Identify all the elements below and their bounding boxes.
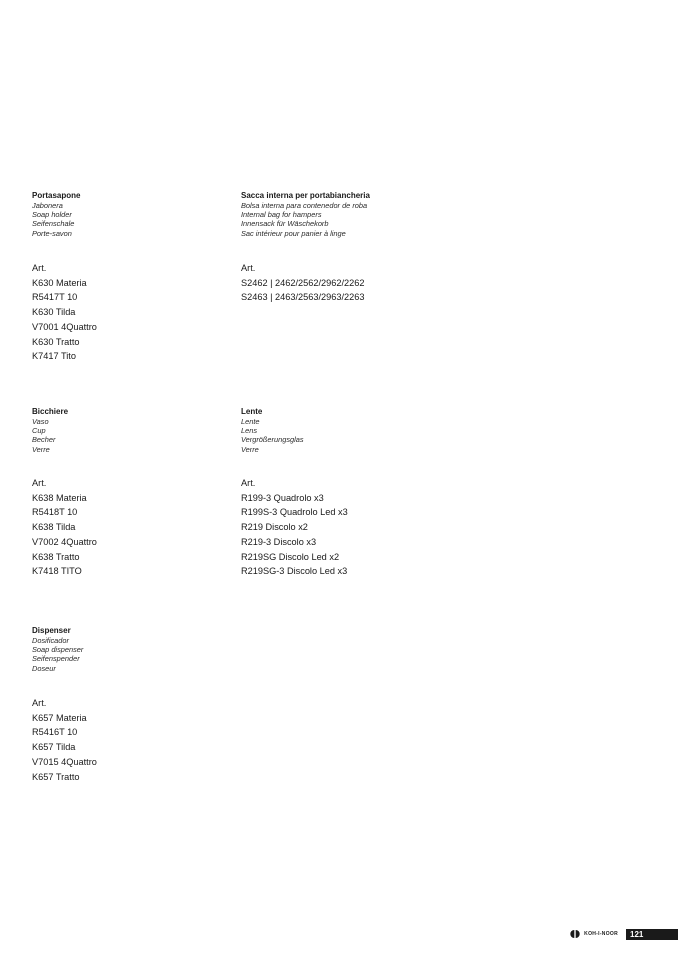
translation-fr: Verre <box>32 444 50 454</box>
translation-en: Soap holder <box>32 210 72 220</box>
translation-en: Cup <box>32 426 46 436</box>
article-item: R5416T 10 <box>32 727 78 738</box>
article-item: K7417 Tito <box>32 351 76 362</box>
translations <box>241 417 461 454</box>
translation-es: Vaso <box>32 417 49 426</box>
article-item: K7418 TITO <box>32 566 82 577</box>
article-item: R219SG-3 Discolo Led x3 <box>241 566 348 577</box>
translation-es: Lente <box>241 417 260 426</box>
translations <box>241 201 461 238</box>
translation-de: Seifenschale <box>32 219 75 229</box>
article-item: R219-3 Discolo x3 <box>241 536 317 547</box>
section-title: Portasapone <box>32 191 81 200</box>
article-item: K638 Tratto <box>32 551 80 562</box>
section-dispenser <box>32 626 232 791</box>
article-list <box>241 476 348 579</box>
article-item: K630 Tratto <box>32 336 80 347</box>
article-item: V7001 4Quattro <box>32 321 97 332</box>
brand-name: KOH-I-NOOR <box>584 931 618 937</box>
article-item: V7015 4Quattro <box>32 756 97 767</box>
section-title: Lente <box>241 407 263 416</box>
translation-es: Jabonera <box>32 201 63 210</box>
article-item: K638 Materia <box>32 492 87 503</box>
page-footer <box>570 928 678 940</box>
article-item: R199S-3 Quadrolo Led x3 <box>241 507 348 518</box>
article-item: S2463 | 2463/2563/2963/2263 <box>241 292 365 303</box>
article-item: K630 Materia <box>32 277 87 288</box>
translation-de: Innensack für Wäschekorb <box>241 219 329 229</box>
translations <box>32 201 232 238</box>
koh-i-noor-logo-icon <box>570 929 580 939</box>
art-label: Art. <box>241 478 256 488</box>
translation-de: Vergrößerungsglas <box>241 435 304 445</box>
translation-fr: Doseur <box>32 663 56 673</box>
section-sacca-interna <box>241 191 461 311</box>
brand-logo <box>570 929 618 939</box>
translation-de: Seifenspender <box>32 654 80 664</box>
translation-fr: Sac intérieur pour panier à linge <box>241 228 346 238</box>
translation-es: Dosificador <box>32 636 69 645</box>
translation-en: Internal bag for hampers <box>241 210 322 220</box>
article-list <box>32 696 97 784</box>
translation-fr: Verre <box>241 444 259 454</box>
article-list <box>32 261 97 364</box>
article-item: R5417T 10 <box>32 292 78 303</box>
section-title: Bicchiere <box>32 407 69 416</box>
article-item: R219SG Discolo Led x2 <box>241 551 340 562</box>
article-item: K657 Materia <box>32 712 87 723</box>
article-item: R219 Discolo x2 <box>241 522 308 533</box>
article-item: V7002 4Quattro <box>32 536 97 547</box>
article-list <box>32 476 97 579</box>
article-item: K657 Tratto <box>32 771 80 782</box>
section-portasapone <box>32 191 232 371</box>
art-label: Art. <box>32 698 47 708</box>
translations <box>32 417 232 454</box>
translation-es: Bolsa interna para contenedor de roba <box>241 201 368 210</box>
art-label: Art. <box>241 263 256 273</box>
article-item: K638 Tilda <box>32 522 76 533</box>
page-number: 121 <box>626 929 678 940</box>
art-label: Art. <box>32 478 47 488</box>
translation-en: Soap dispenser <box>32 645 84 655</box>
translation-fr: Porte-savon <box>32 228 72 238</box>
article-item: K630 Tilda <box>32 307 76 318</box>
article-item: K657 Tilda <box>32 742 76 753</box>
art-label: Art. <box>32 263 47 273</box>
section-lente <box>241 407 461 587</box>
translations <box>32 636 232 673</box>
article-item: R199-3 Quadrolo x3 <box>241 492 324 503</box>
article-item: R5418T 10 <box>32 507 78 518</box>
section-title: Dispenser <box>32 626 71 635</box>
article-list <box>241 261 364 305</box>
translation-en: Lens <box>241 426 258 436</box>
translation-de: Becher <box>32 435 56 445</box>
article-item: S2462 | 2462/2562/2962/2262 <box>241 277 365 288</box>
section-title: Sacca interna per portabiancheria <box>241 191 370 200</box>
section-bicchiere <box>32 407 232 587</box>
